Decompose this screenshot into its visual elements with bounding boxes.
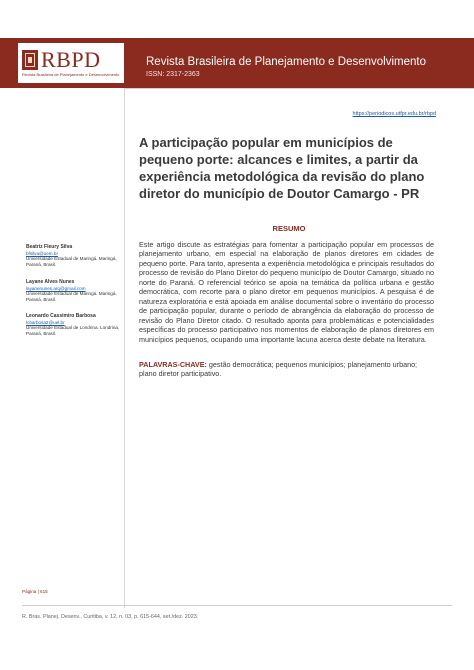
author-name: Leonardo Cassimiro Barbosa (26, 313, 96, 319)
author-block (26, 244, 126, 267)
journal-logo (22, 48, 122, 78)
author-email-link[interactable]: layanenunes.arq@gmail.com (26, 285, 86, 291)
keywords (139, 360, 434, 379)
abstract-text: Este artigo discute as estratégias para fomentar a participação popular em processos de planejamento urbano, em especial na elaboração de planos diretores em cidades de pequeno porte. Para tanto, apresenta a experiência metodológica e principais resultados do processo de revisão do Plano Diretor do pequeno município de Doutor Camargo, situado no norte do Paraná. O referencial teórico se apoia na temática da política urbana e gestão democrática, com recorte para o plano diretor em pequenos municípios. A pesquisa é de natureza exploratória e está apoiada em análise documental sobre o inventário do processo de participação popular, durante o período de abrangência da elaboração do processo de revisão do Plano Diretor citado. O resultado aponta para problemáticas e potencialidades específicas do processo participativo nos momentos de elaboração de planos diretores em municípios pequenos, ocupando uma importante lacuna acerca deste debate na literatura. (139, 240, 434, 344)
author-name: Layane Alves Nunes (26, 279, 75, 285)
keywords-text: gestão democrática; pequenos municípios; planejamento urbano; plano diretor participativo. (139, 360, 418, 379)
journal-url-link[interactable]: https://periodicos.utfpr.edu.br/rbpd (352, 111, 436, 117)
keywords-label: PALAVRAS-CHAVE: (139, 360, 207, 369)
abstract-heading: RESUMO (272, 224, 306, 233)
footer-divider (22, 605, 452, 606)
logo-subtitle: Revista Brasileira de Planejamento e Desenvolvimento (22, 72, 120, 77)
author-block (26, 279, 126, 302)
logo-emblem-icon (22, 50, 38, 70)
header-divider (124, 88, 474, 89)
author-email-link[interactable]: lcbarbosa2@uel.br (26, 319, 65, 325)
logo-text: RBPD (41, 47, 101, 72)
journal-issn: ISSN: 2317-2363 (146, 71, 200, 78)
page-number: Página | 615 (22, 589, 48, 594)
author-name: Beatriz Fleury Silva (26, 244, 73, 250)
author-affiliation: Universidade Estadual de Maringá. Maringá, Paraná, Brasil. (26, 291, 117, 302)
author-affiliation: Universidade Estadual de Maringá. Maringá, Paraná, Brasil. (26, 256, 117, 267)
journal-title: Revista Brasileira de Planejamento e Desenvolvimento (146, 56, 426, 68)
column-divider (124, 88, 125, 608)
footer-citation: R. Bras. Planej. Desenv., Curitiba, v. 12, n. 03, p. 615-644, set./dez. 2023. (22, 614, 199, 620)
author-block (26, 313, 126, 336)
author-email-link[interactable]: bfsilva@uem.br (26, 250, 58, 256)
article-title: A participação popular em municípios de pequeno porte: alcances e limites, a partir da experiência metodológica da revisão do plano diretor do município de Doutor Camargo - PR (139, 135, 425, 201)
author-affiliation: Universidade Estadual de Londrina. Londrina, Paraná, Brasil. (26, 325, 120, 336)
